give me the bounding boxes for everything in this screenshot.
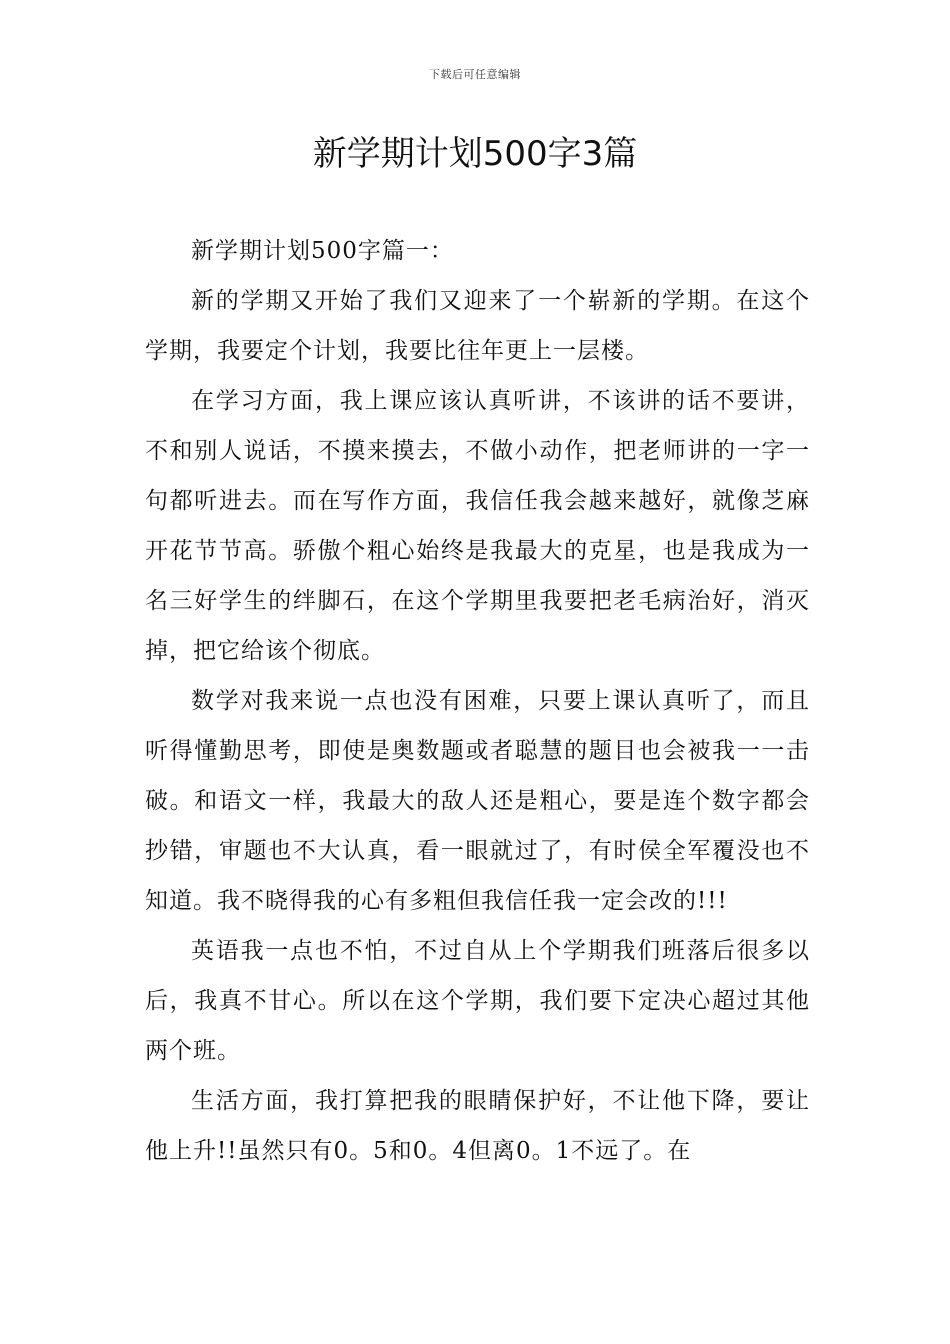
- paragraph-intro: 新的学期又开始了我们又迎来了一个崭新的学期。在这个学期，我要定个计划，我要比往年更上一层楼。: [145, 288, 810, 364]
- paragraph-section-heading: 新学期计划500字篇一：: [191, 238, 454, 264]
- paragraph-study: 在学习方面，我上课应该认真听讲，不该讲的话不要讲，不和别人说话，不摸来摸去，不做小动作，把老师讲的一字一句都听进去。而在写作方面，我信任我会越来越好，就像芝麻开花节节高。骄傲个粗心始终是我最大的克星，也是我成为一名三好学生的绊脚石，在这个学期里我要把老毛病治好，消灭掉，把它给该个彻底。: [145, 388, 810, 664]
- document-body: [145, 226, 810, 1176]
- paragraph-math: 数学对我来说一点也没有困难，只要上课认真听了，而且听得懂勤思考，即使是奥数题或者聪慧的题目也会被我一一击破。和语文一样，我最大的敌人还是粗心，要是连个数字都会抄错，审题也不大认真，看一眼就过了，有时侯全军覆没也不知道。我不晓得我的心有多粗但我信任我一定会改的!!!: [145, 688, 810, 914]
- paragraph-english: 英语我一点也不怕，不过自从上个学期我们班落后很多以后，我真不甘心。所以在这个学期，我们要下定决心超过其他两个班。: [145, 938, 810, 1064]
- document-title: 新学期计划500字3篇: [312, 134, 638, 174]
- header-note: 下载后可任意编辑: [429, 68, 521, 81]
- paragraph-life: 生活方面，我打算把我的眼睛保护好，不让他下降，要让他上升!!虽然只有0。5和0。4但离0。1不远了。在: [145, 1088, 810, 1164]
